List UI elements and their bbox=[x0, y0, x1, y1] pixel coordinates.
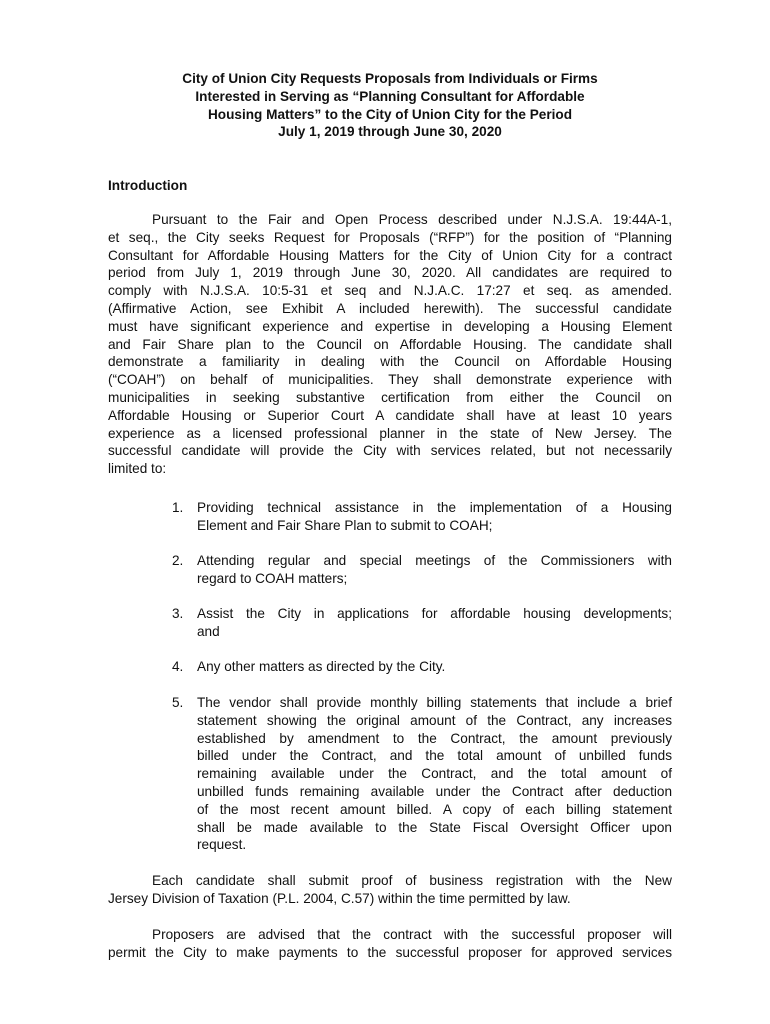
intro-line: municipalities in seeking substantive certification from either the Council on bbox=[108, 389, 672, 405]
list-item-line: request. bbox=[197, 837, 247, 853]
intro-line: demonstrate a familiarity in dealing with the Council on Affordable Housing bbox=[108, 354, 672, 370]
list-item-line: billed under the Contract, and the total amount of unbilled funds bbox=[197, 748, 672, 764]
list-item-number: 5. bbox=[172, 695, 184, 710]
list-item-line: regard to COAH matters; bbox=[197, 570, 348, 586]
list-item-line: and bbox=[197, 623, 220, 639]
intro-line: experience as a licensed professional planner in the state of New Jersey. The bbox=[108, 425, 672, 441]
list-item-number: 3. bbox=[172, 606, 184, 621]
list-item-line: Any other matters as directed by the City. bbox=[197, 659, 446, 674]
list-item bbox=[170, 552, 672, 588]
list-item-line: The vendor shall provide monthly billing statements that include a brief bbox=[197, 695, 672, 710]
title-line-2: Interested in Serving as “Planning Consultant for Affordable bbox=[195, 88, 585, 104]
title-line-3: Housing Matters” to the City of Union City for the Period bbox=[207, 106, 572, 122]
services-list bbox=[170, 552, 672, 588]
intro-line: limited to: bbox=[108, 461, 167, 477]
list-item-line: Element and Fair Share Plan to submit to COAH; bbox=[197, 517, 493, 533]
intro-line: Consultant for Affordable Housing Matters for the City of Union City for a contract bbox=[108, 247, 672, 263]
list-item-number: 4. bbox=[172, 659, 184, 674]
intro-line: must have significant experience and expertise in developing a Housing Element bbox=[108, 318, 672, 334]
list-item-line: unbilled funds remaining available under the Contract after deduction bbox=[197, 783, 672, 799]
introduction-heading: Introduction bbox=[108, 178, 188, 193]
intro-line: period from July 1, 2019 through June 30, 2020. All candidates are required to bbox=[108, 265, 672, 281]
services-list bbox=[170, 694, 672, 854]
list-item-number: 2. bbox=[172, 553, 184, 568]
services-list bbox=[170, 499, 672, 535]
list-item-line: shall be made available to the State Fiscal Oversight Officer upon bbox=[197, 819, 672, 835]
registration-line: Jersey Division of Taxation (P.L. 2004, C.57) within the time permitted by law. bbox=[108, 890, 571, 906]
list-item-line: remaining available under the Contract, and the total amount of bbox=[197, 766, 672, 782]
list-item-number: 1. bbox=[172, 500, 184, 515]
list-item-line: statement showing the original amount of the Contract, any increases bbox=[197, 712, 672, 728]
list-item bbox=[170, 605, 672, 641]
services-list bbox=[170, 605, 672, 641]
intro-line: Pursuant to the Fair and Open Process described under N.J.S.A. 19:44A-1, bbox=[152, 212, 672, 227]
intro-line: comply with N.J.S.A. 10:5-31 et seq and N.J.A.C. 17:27 et seq. as amended. bbox=[108, 283, 672, 299]
intro-line: successful candidate will provide the City with services related, but not necessarily bbox=[108, 443, 672, 459]
list-item bbox=[170, 694, 672, 854]
intro-line: Affordable Housing or Superior Court A candidate shall have at least 10 years bbox=[108, 407, 672, 423]
list-item-line: Attending regular and special meetings of the Commissioners with bbox=[197, 553, 672, 568]
list-item-line: established by amendment to the Contract, the amount previously bbox=[197, 730, 672, 746]
list-item bbox=[170, 499, 672, 535]
proposers-paragraph bbox=[108, 926, 672, 962]
title-line-1: City of Union City Requests Proposals from Individuals or Firms bbox=[182, 71, 598, 86]
introduction-paragraph bbox=[108, 211, 672, 478]
list-item-line: of the most recent amount billed. A copy of each billing statement bbox=[197, 801, 672, 817]
intro-line: and Fair Share plan to the Council on Affordable Housing. The candidate shall bbox=[108, 336, 672, 352]
list-item bbox=[170, 658, 672, 676]
registration-line: Each candidate shall submit proof of business registration with the New bbox=[152, 873, 672, 888]
intro-line: (“COAH”) on behalf of municipalities. They shall demonstrate experience with bbox=[108, 372, 672, 388]
services-list bbox=[170, 658, 672, 676]
proposers-line: permit the City to make payments to the successful proposer for approved services bbox=[108, 944, 672, 960]
list-item-line: Assist the City in applications for affordable housing developments; bbox=[197, 606, 672, 621]
intro-line: et seq., the City seeks Request for Proposals (“RFP”) for the position of “Planning bbox=[108, 229, 672, 245]
document-title bbox=[108, 70, 672, 141]
proposers-line: Proposers are advised that the contract with the successful proposer will bbox=[152, 927, 672, 942]
title-line-4: July 1, 2019 through June 30, 2020 bbox=[278, 124, 502, 140]
list-item-line: Providing technical assistance in the implementation of a Housing bbox=[197, 500, 672, 515]
registration-paragraph bbox=[108, 872, 672, 908]
intro-line: (Affirmative Action, see Exhibit A included herewith). The successful candidate bbox=[108, 300, 672, 316]
